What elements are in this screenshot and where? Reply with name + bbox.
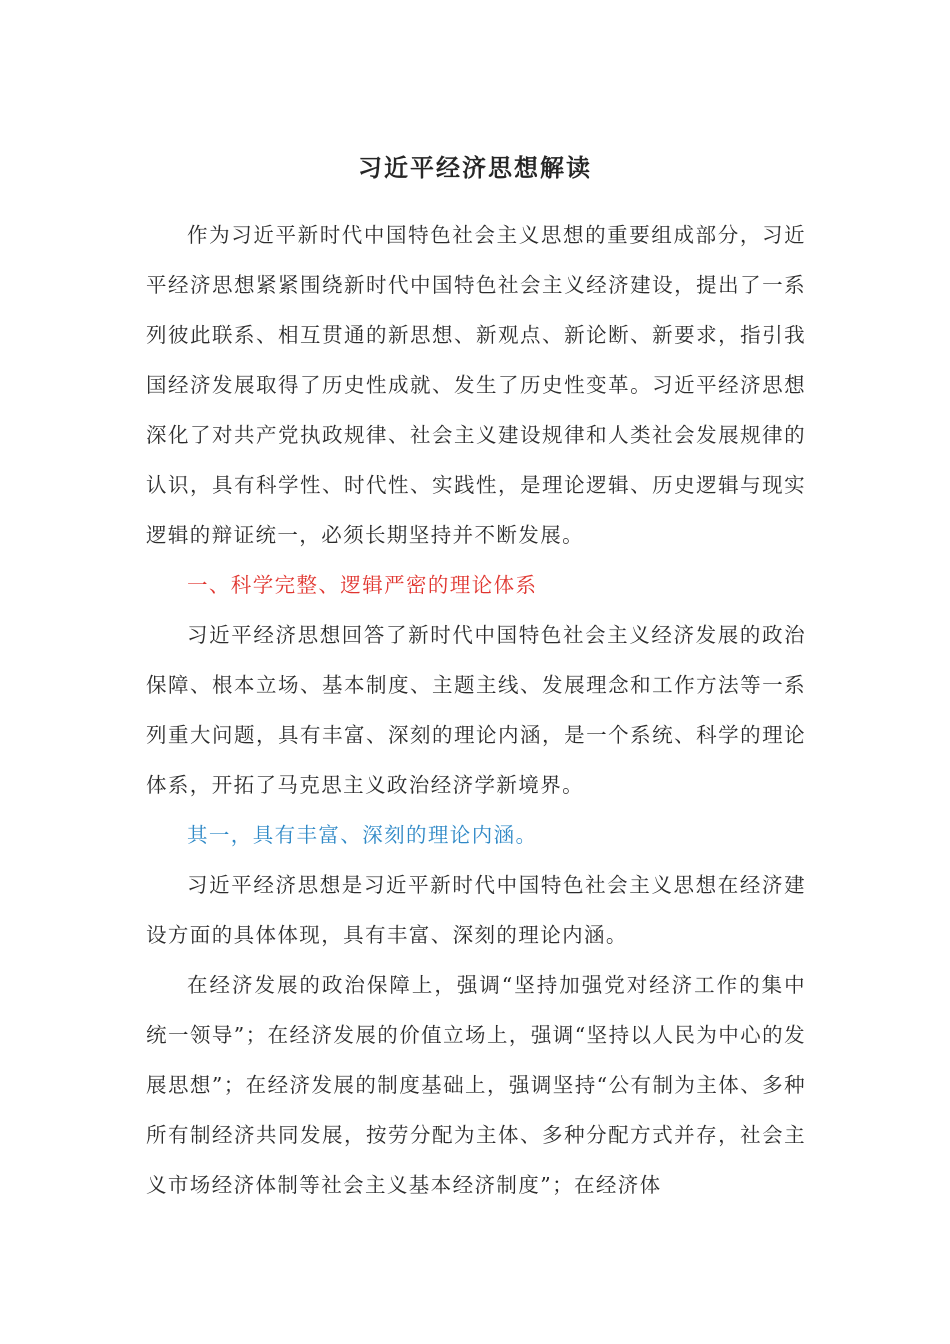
- subsection-heading-1: 其一，具有丰富、深刻的理论内涵。: [187, 823, 538, 847]
- document-title: 习近平经济思想解读: [358, 153, 592, 182]
- subsection-1-paragraph-2: 在经济发展的政治保障上，强调“坚持加强党对经济工作的集中统一领导”；在经济发展的价值立场上，强调“坚持以人民为中心的发展思想”；在经济发展的制度基础上，强调坚持“公有制为主体、多种所有制经济共同发展，按劳分配为主体、多种分配方式并存，社会主义市场经济体制等社会主义基本经济制度”；在经济体: [146, 973, 806, 1197]
- section-heading-1: 一、科学完整、逻辑严密的理论体系: [187, 573, 538, 597]
- subsection-1-paragraph: 习近平经济思想是习近平新时代中国特色社会主义思想在经济建设方面的具体体现，具有丰富、深刻的理论内涵。: [146, 873, 806, 947]
- document-body: [146, 210, 806, 1210]
- section-1-paragraph: 习近平经济思想回答了新时代中国特色社会主义经济发展的政治保障、根本立场、基本制度、主题主线、发展理念和工作方法等一系列重大问题，具有丰富、深刻的理论内涵，是一个系统、科学的理论体系，开拓了马克思主义政治经济学新境界。: [146, 623, 806, 797]
- intro-paragraph: 作为习近平新时代中国特色社会主义思想的重要组成部分，习近平经济思想紧紧围绕新时代中国特色社会主义经济建设，提出了一系列彼此联系、相互贯通的新思想、新观点、新论断、新要求，指引我国经济发展取得了历史性成就、发生了历史性变革。习近平经济思想深化了对共产党执政规律、社会主义建设规律和人类社会发展规律的认识，具有科学性、时代性、实践性，是理论逻辑、历史逻辑与现实逻辑的辩证统一，必须长期坚持并不断发展。: [146, 223, 806, 547]
